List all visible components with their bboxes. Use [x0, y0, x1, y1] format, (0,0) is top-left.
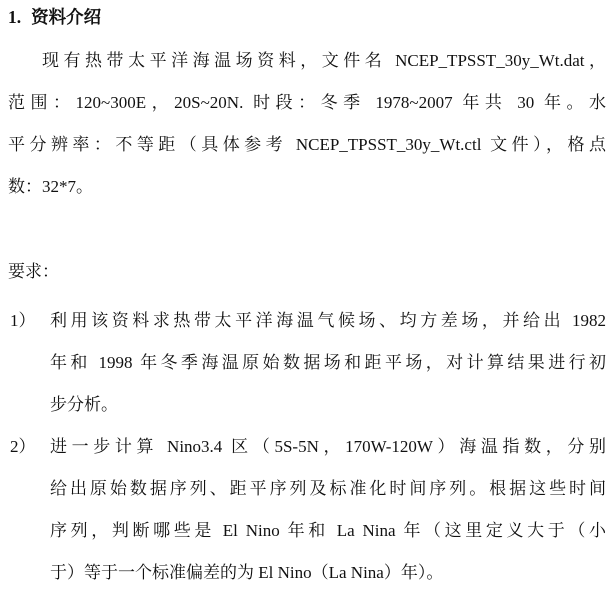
intro-paragraph [8, 40, 606, 208]
list-item [8, 300, 606, 426]
list-item-body [50, 426, 606, 594]
text-line: 利用该资料求热带太平洋海温气候场、均方差场，并给出 1982 [50, 311, 606, 330]
text-line: 给出原始数据序列、距平序列及标准化时间序列。根据这些时间 [50, 479, 606, 498]
list-item-marker: 2） [10, 437, 36, 456]
text-line: 进一步计算 Nino3.4 区（5S-5N，170W-120W）海温指数，分别 [50, 437, 606, 456]
requirements-list [8, 300, 606, 594]
section-number: 1. [8, 7, 22, 27]
section-heading [8, 2, 606, 32]
list-item-body [50, 300, 606, 426]
text-line: 步分析。 [50, 395, 118, 414]
text-line: 数：32*7。 [8, 177, 93, 196]
text-line: 于）等于一个标准偏差的为 El Nino（La Nina）年）。 [50, 563, 444, 582]
text-line: 序列，判断哪些是 El Nino 年和 La Nina 年（这里定义大于（小 [50, 521, 606, 540]
list-item-marker: 1） [10, 311, 36, 330]
text-line: 现有热带太平洋海温场资料，文件名 NCEP_TPSST_30y_Wt.dat， [42, 51, 606, 70]
requirements-label: 要求： [8, 262, 59, 281]
list-item [8, 426, 606, 594]
text-line: 年和 1998 年冬季海温原始数据场和距平场，对计算结果进行初 [50, 353, 606, 372]
text-line: 平分辨率：不等距（具体参考 NCEP_TPSST_30y_Wt.ctl 文件），格点 [8, 135, 606, 154]
text-line: 范围：120~300E，20S~20N. 时段：冬季 1978~2007 年共 30 年。水 [8, 93, 606, 112]
section-title: 资料介绍 [31, 7, 102, 27]
